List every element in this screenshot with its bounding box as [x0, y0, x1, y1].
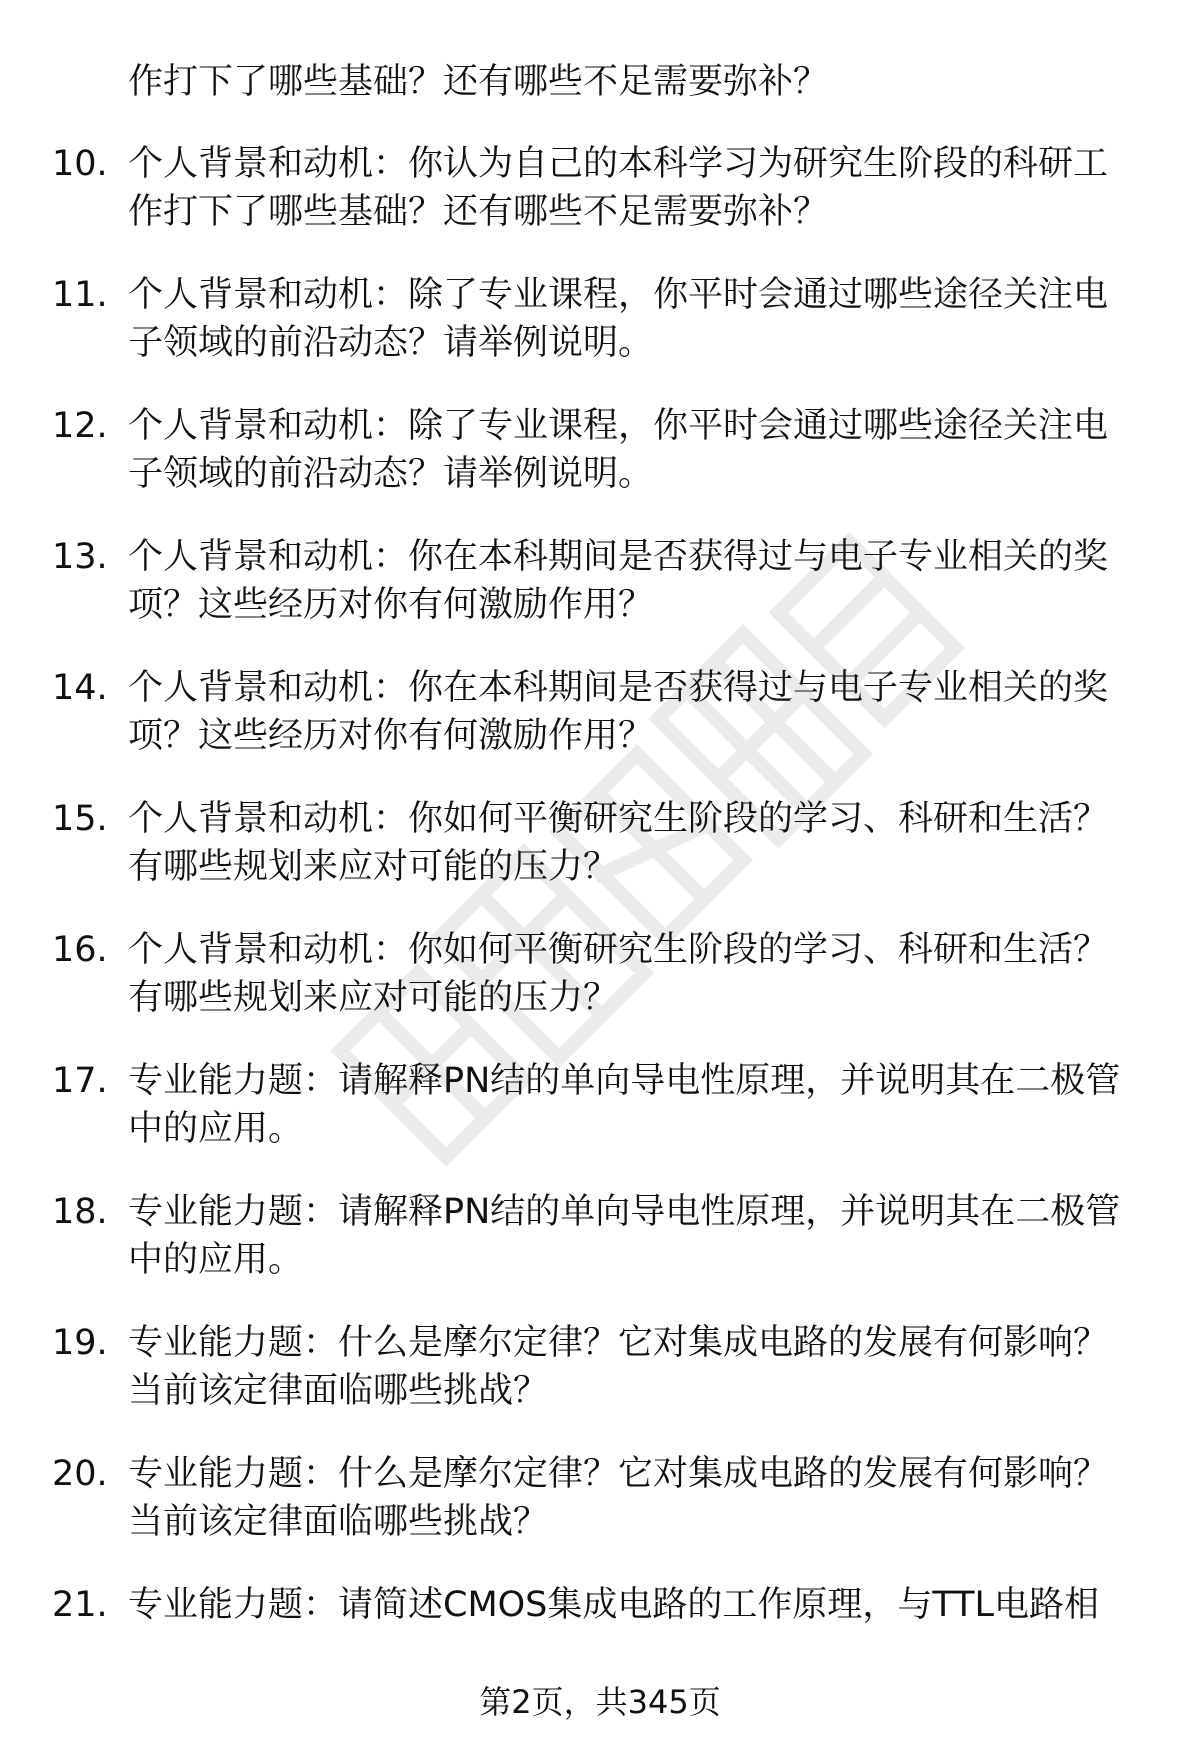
question-number: 12. — [52, 406, 108, 446]
question-line: 专业能力题：什么是摩尔定律？它对集成电路的发展有何影响？ — [128, 1454, 1109, 1494]
question-number: 16. — [52, 930, 108, 970]
question-number: 14. — [52, 668, 108, 708]
question-text — [128, 795, 1108, 891]
question-line: 作打下了哪些基础？还有哪些不足需要弥补？ — [128, 192, 829, 232]
list-item — [0, 402, 1200, 533]
question-number: 13. — [52, 537, 108, 577]
question-text — [128, 1188, 1120, 1284]
question-number: 11. — [52, 275, 108, 315]
question-line: 当前该定律面临哪些挑战？ — [128, 1371, 549, 1411]
question-line: 个人背景和动机：你如何平衡研究生阶段的学习、科研和生活？ — [128, 799, 1109, 839]
list-item — [0, 926, 1200, 1057]
question-number: 19. — [52, 1323, 108, 1363]
question-text — [128, 1450, 1108, 1546]
question-line: 项？这些经历对你有何激励作用？ — [128, 716, 654, 756]
page-indicator: 第2页，共345页 — [479, 1683, 721, 1721]
question-line: 专业能力题：什么是摩尔定律？它对集成电路的发展有何影响？ — [128, 1323, 1109, 1363]
question-line: 当前该定律面临哪些挑战？ — [128, 1502, 549, 1542]
list-item — [0, 533, 1200, 664]
list-item — [0, 1188, 1200, 1319]
question-line: 项？这些经历对你有何激励作用？ — [128, 585, 654, 625]
question-text — [128, 533, 1108, 629]
question-text — [128, 1057, 1120, 1153]
question-text — [128, 664, 1108, 760]
question-line: 有哪些规划来应对可能的压力？ — [128, 978, 619, 1018]
question-line: 中的应用。 — [128, 1109, 304, 1149]
question-line: 子领域的前沿动态？请举例说明。 — [128, 454, 654, 494]
question-line: 个人背景和动机：你认为自己的本科学习为研究生阶段的科研工 — [128, 144, 1109, 184]
question-number: 18. — [52, 1192, 108, 1232]
question-line: 个人背景和动机：除了专业课程，你平时会通过哪些途径关注电 — [128, 275, 1109, 315]
list-item — [0, 1450, 1200, 1581]
question-line: 中的应用。 — [128, 1240, 304, 1280]
question-list — [0, 140, 1200, 1712]
list-item — [0, 140, 1200, 271]
list-item — [0, 795, 1200, 926]
question-line: 专业能力题：请解释PN结的单向导电性原理，并说明其在二极管 — [128, 1192, 1121, 1232]
question-line: 专业能力题：请解释PN结的单向导电性原理，并说明其在二极管 — [128, 1061, 1121, 1101]
list-item — [0, 1057, 1200, 1188]
question-number: 10. — [52, 144, 108, 184]
continuation-text: 作打下了哪些基础？还有哪些不足需要弥补？ — [128, 62, 829, 102]
question-number: 17. — [52, 1061, 108, 1101]
list-item — [0, 1319, 1200, 1450]
question-text — [128, 1319, 1108, 1415]
question-text — [128, 271, 1108, 367]
question-line: 个人背景和动机：你如何平衡研究生阶段的学习、科研和生活？ — [128, 930, 1109, 970]
question-line: 子领域的前沿动态？请举例说明。 — [128, 323, 654, 363]
question-text — [128, 926, 1108, 1022]
question-line: 专业能力题：请简述CMOS集成电路的工作原理，与TTL电路相 — [128, 1585, 1100, 1625]
question-line: 个人背景和动机：你在本科期间是否获得过与电子专业相关的奖 — [128, 668, 1109, 708]
question-text — [128, 1581, 1099, 1629]
question-number: 15. — [52, 799, 108, 839]
question-line: 个人背景和动机：你在本科期间是否获得过与电子专业相关的奖 — [128, 537, 1109, 577]
question-number: 20. — [52, 1454, 108, 1494]
list-item — [0, 664, 1200, 795]
question-number: 21. — [52, 1585, 108, 1625]
question-text — [128, 140, 1108, 236]
question-line: 个人背景和动机：除了专业课程，你平时会通过哪些途径关注电 — [128, 406, 1109, 446]
question-line: 有哪些规划来应对可能的压力？ — [128, 847, 619, 887]
list-item — [0, 271, 1200, 402]
question-text — [128, 402, 1108, 498]
